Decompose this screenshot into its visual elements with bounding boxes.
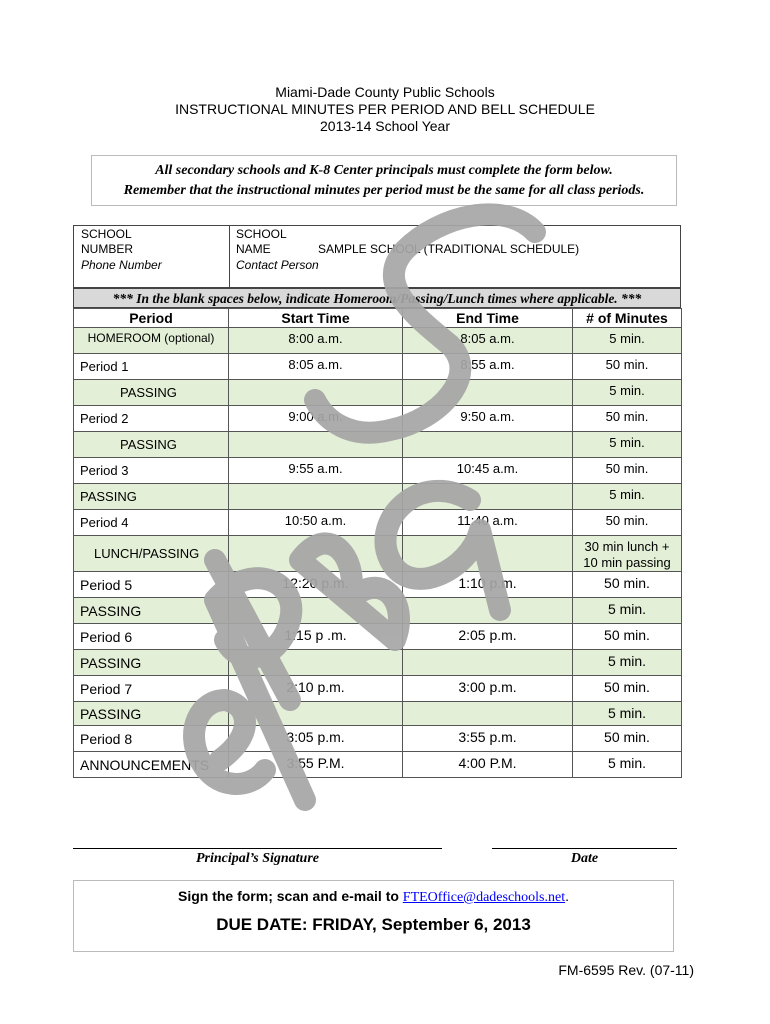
minutes-cell[interactable]: 5 min. bbox=[573, 328, 682, 354]
end-cell[interactable]: 9:50 a.m. bbox=[403, 406, 573, 432]
period-cell[interactable]: PASSING bbox=[74, 650, 229, 676]
period-cell[interactable]: ANNOUNCEMENTS bbox=[74, 752, 229, 778]
notice-line-2: Remember that the instructional minutes per period must be the same for all class periods. bbox=[123, 183, 645, 198]
school-number-label: SCHOOL NUMBER bbox=[81, 227, 134, 256]
notice-line-1: All secondary schools and K-8 Center principals must complete the form below. bbox=[155, 163, 613, 178]
start-cell[interactable] bbox=[229, 702, 403, 726]
end-cell[interactable] bbox=[403, 484, 573, 510]
lunch-minutes-line: 30 min lunch + bbox=[584, 539, 670, 554]
table-row bbox=[74, 354, 682, 380]
start-cell[interactable]: 9:55 a.m. bbox=[229, 458, 403, 484]
end-cell[interactable] bbox=[403, 536, 573, 572]
start-cell[interactable]: 12:20 p.m. bbox=[229, 572, 403, 598]
table-row bbox=[74, 380, 682, 406]
table-row bbox=[74, 726, 682, 752]
minutes-cell[interactable]: 50 min. bbox=[573, 726, 682, 752]
table-row bbox=[74, 702, 682, 726]
end-cell[interactable]: 8:55 a.m. bbox=[403, 354, 573, 380]
table-row bbox=[74, 752, 682, 778]
period-cell[interactable]: Period 4 bbox=[74, 510, 229, 536]
start-cell[interactable]: 2:10 p.m. bbox=[229, 676, 403, 702]
minutes-cell[interactable]: 50 min. bbox=[573, 354, 682, 380]
school-label: SCHOOL bbox=[236, 227, 287, 241]
start-cell[interactable] bbox=[229, 598, 403, 624]
table-row bbox=[74, 572, 682, 598]
table-instructions: *** In the blank spaces below, indicate Homeroom/Passing/Lunch times where applicable. *** bbox=[73, 288, 681, 308]
period-cell[interactable]: PASSING bbox=[74, 484, 229, 510]
start-cell[interactable] bbox=[229, 650, 403, 676]
start-cell[interactable]: 9:00 a.m. bbox=[229, 406, 403, 432]
start-cell[interactable]: 8:05 a.m. bbox=[229, 354, 403, 380]
minutes-cell[interactable]: 5 min. bbox=[573, 484, 682, 510]
school-name-label: NAME bbox=[236, 242, 271, 256]
minutes-cell[interactable]: 5 min. bbox=[573, 380, 682, 406]
end-cell[interactable] bbox=[403, 702, 573, 726]
form-title: INSTRUCTIONAL MINUTES PER PERIOD AND BELL SCHEDULE bbox=[175, 101, 595, 117]
minutes-cell[interactable]: 50 min. bbox=[573, 510, 682, 536]
period-cell[interactable]: Period 8 bbox=[74, 726, 229, 752]
minutes-cell[interactable]: 5 min. bbox=[573, 432, 682, 458]
end-cell[interactable]: 11:40 a.m. bbox=[403, 510, 573, 536]
contact-person-label: Contact Person bbox=[236, 258, 319, 272]
submit-period: . bbox=[565, 888, 569, 904]
period-cell[interactable]: PASSING bbox=[74, 432, 229, 458]
minutes-cell[interactable]: 50 min. bbox=[573, 676, 682, 702]
end-cell[interactable] bbox=[403, 380, 573, 406]
period-header: Period bbox=[74, 309, 229, 328]
bell-schedule-table bbox=[73, 308, 682, 778]
fte-office-email-link[interactable]: FTEOffice@dadeschools.net bbox=[402, 890, 566, 905]
school-info-box bbox=[73, 225, 681, 288]
end-cell[interactable]: 4:00 P.M. bbox=[403, 752, 573, 778]
date-signature-line[interactable] bbox=[492, 848, 677, 849]
start-cell[interactable]: 8:00 a.m. bbox=[229, 328, 403, 354]
end-cell[interactable]: 1:10 p.m. bbox=[403, 572, 573, 598]
period-cell[interactable]: PASSING bbox=[74, 702, 229, 726]
table-row bbox=[74, 458, 682, 484]
period-cell[interactable]: Period 7 bbox=[74, 676, 229, 702]
end-cell[interactable]: 10:45 a.m. bbox=[403, 458, 573, 484]
table-row bbox=[74, 406, 682, 432]
minutes-cell[interactable]: 50 min. bbox=[573, 624, 682, 650]
end-cell[interactable]: 8:05 a.m. bbox=[403, 328, 573, 354]
district-name: Miami-Dade County Public Schools bbox=[275, 84, 495, 100]
start-cell[interactable]: 3:55 P.M. bbox=[229, 752, 403, 778]
period-cell[interactable]: Period 6 bbox=[74, 624, 229, 650]
minutes-cell[interactable]: 50 min. bbox=[573, 458, 682, 484]
minutes-cell[interactable]: 5 min. bbox=[573, 752, 682, 778]
table-row bbox=[74, 624, 682, 650]
minutes-header: # of Minutes bbox=[573, 309, 682, 328]
start-cell[interactable] bbox=[229, 432, 403, 458]
table-row bbox=[74, 484, 682, 510]
end-cell[interactable] bbox=[403, 598, 573, 624]
minutes-cell[interactable] bbox=[573, 536, 682, 572]
minutes-cell[interactable]: 50 min. bbox=[573, 406, 682, 432]
minutes-cell[interactable]: 5 min. bbox=[573, 702, 682, 726]
due-date: DUE DATE: FRIDAY, September 6, 2013 bbox=[216, 915, 531, 934]
submit-text: Sign the form; scan and e-mail to bbox=[177, 888, 399, 904]
minutes-cell[interactable]: 50 min. bbox=[573, 572, 682, 598]
school-name-value[interactable]: SAMPLE SCHOOL (TRADITIONAL SCHEDULE) bbox=[318, 242, 580, 256]
end-cell[interactable]: 3:00 p.m. bbox=[403, 676, 573, 702]
document-title bbox=[0, 84, 770, 135]
period-cell[interactable]: Period 1 bbox=[74, 354, 229, 380]
submission-instructions bbox=[74, 888, 673, 906]
table-row bbox=[74, 328, 682, 354]
school-year: 2013-14 School Year bbox=[320, 118, 450, 134]
end-cell[interactable] bbox=[403, 650, 573, 676]
start-cell[interactable] bbox=[229, 536, 403, 572]
table-row bbox=[74, 510, 682, 536]
form-number: FM-6595 Rev. (07-11) bbox=[558, 962, 694, 978]
start-cell[interactable]: 3:05 p.m. bbox=[229, 726, 403, 752]
instruction-notice bbox=[91, 155, 677, 206]
period-cell[interactable]: Period 5 bbox=[74, 572, 229, 598]
minutes-cell[interactable]: 5 min. bbox=[573, 650, 682, 676]
end-cell[interactable]: 3:55 p.m. bbox=[403, 726, 573, 752]
end-cell[interactable] bbox=[403, 432, 573, 458]
start-cell[interactable]: 1:15 p .m. bbox=[229, 624, 403, 650]
start-time-header: Start Time bbox=[229, 309, 403, 328]
table-row bbox=[74, 676, 682, 702]
period-cell[interactable]: PASSING bbox=[74, 598, 229, 624]
table-header-row bbox=[74, 309, 682, 328]
start-cell[interactable]: 10:50 a.m. bbox=[229, 510, 403, 536]
table-row bbox=[74, 650, 682, 676]
period-cell[interactable]: HOMEROOM (optional) bbox=[74, 328, 229, 354]
period-cell[interactable]: Period 3 bbox=[74, 458, 229, 484]
phone-number-label: Phone Number bbox=[81, 258, 162, 272]
end-time-header: End Time bbox=[403, 309, 573, 328]
start-cell[interactable] bbox=[229, 380, 403, 406]
passing-minutes-line: 10 min passing bbox=[583, 555, 671, 570]
submission-box bbox=[73, 880, 674, 952]
table-row bbox=[74, 598, 682, 624]
period-cell[interactable]: Period 2 bbox=[74, 406, 229, 432]
table-row bbox=[74, 432, 682, 458]
date-label: Date bbox=[570, 851, 599, 866]
start-cell[interactable] bbox=[229, 484, 403, 510]
table-row bbox=[74, 536, 682, 572]
principal-signature-line[interactable] bbox=[73, 848, 442, 849]
minutes-cell[interactable]: 5 min. bbox=[573, 598, 682, 624]
end-cell[interactable]: 2:05 p.m. bbox=[403, 624, 573, 650]
period-cell[interactable]: PASSING bbox=[74, 380, 229, 406]
principal-signature-label: Principal’s Signature bbox=[195, 851, 320, 866]
period-cell[interactable]: LUNCH/PASSING bbox=[74, 536, 229, 572]
